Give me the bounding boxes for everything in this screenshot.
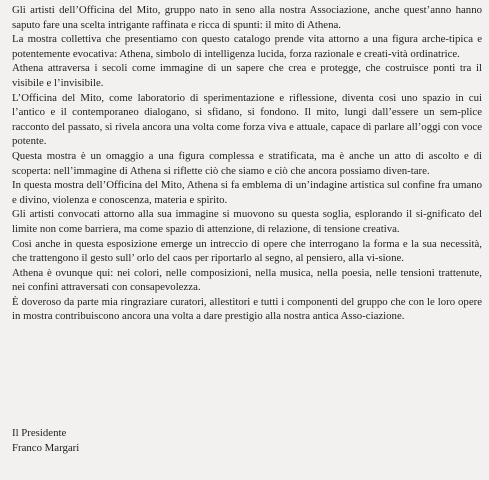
- document-body: [12, 3, 482, 324]
- signature-role: Il Presidente: [12, 427, 67, 439]
- signature-name: Franco Margari: [12, 441, 80, 454]
- paragraph: Gli artisti convocati attorno alla sua immagine si muovono su questa soglia, esplorando il si-gnificato del limite non come barriera, ma come spazio di attenzione, di relazione, di tensione creativa.: [12, 208, 482, 235]
- paragraph: L’Officina del Mito, come laboratorio di sperimentazione e riflessione, diventa così uno spazio in cui l’antico e il contemporaneo dialogano, si sfidano, si fondono. Il mito, lungi dall’essere un sem-plice racconto del passato, si rivela ancora una volta come forza viva e attuale, capace di parlare all’oggi con voce potente.: [12, 91, 482, 148]
- paragraph: Athena è ovunque qui: nei colori, nelle composizioni, nella musica, nella poesia, nelle tensioni trattenute, nei confini attraversati con consapevolezza.: [12, 266, 482, 294]
- paragraph: In questa mostra dell’Officina del Mito, Athena si fa emblema di un’indagine artistica sul confine fra umano e divino, violenza e conoscenza, materia e spirito.: [12, 179, 482, 206]
- paragraph: È doveroso da parte mia ringraziare curatori, allestitori e tutti i componenti del gruppo che con le loro opere in mostra contribuiscono ancora una volta a dare prestigio alla nostra antica Asso-ciazione.: [12, 295, 482, 323]
- paragraph: Athena attraversa i secoli come immagine di un sapere che crea e protegge, che costruisce ponti tra il visibile e l’invisibile.: [12, 62, 482, 89]
- paragraph: Questa mostra è un omaggio a una figura complessa e stratificata, ma è anche un atto di ascolto e di scoperta: nell’immagine di Athena si riflette ciò che siamo e ciò che ancora possiamo diven-tare.: [12, 149, 482, 177]
- paragraph: Così anche in questa esposizione emerge un intreccio di opere che interrogano la forma e la sua necessità, che trattengono il gesto sull’ orlo del caos per riportarlo al segno, al pensiero, alla vi-sione.: [12, 237, 482, 265]
- paragraph: Gli artisti dell’Officina del Mito, gruppo nato in seno alla nostra Associazione, anche quest’anno hanno saputo fare una scelta intrigante raffinata e ricca di spunti: il mito di Athena.: [12, 4, 482, 31]
- signature-block: [12, 426, 312, 455]
- paragraph: La mostra collettiva che presentiamo con questo catalogo prende vita attorno a una figura arche-tipica e potentemente evocativa: Athena, simbolo di intelligenza lucida, forza razionale e creati-vità ordinatrice.: [12, 33, 482, 60]
